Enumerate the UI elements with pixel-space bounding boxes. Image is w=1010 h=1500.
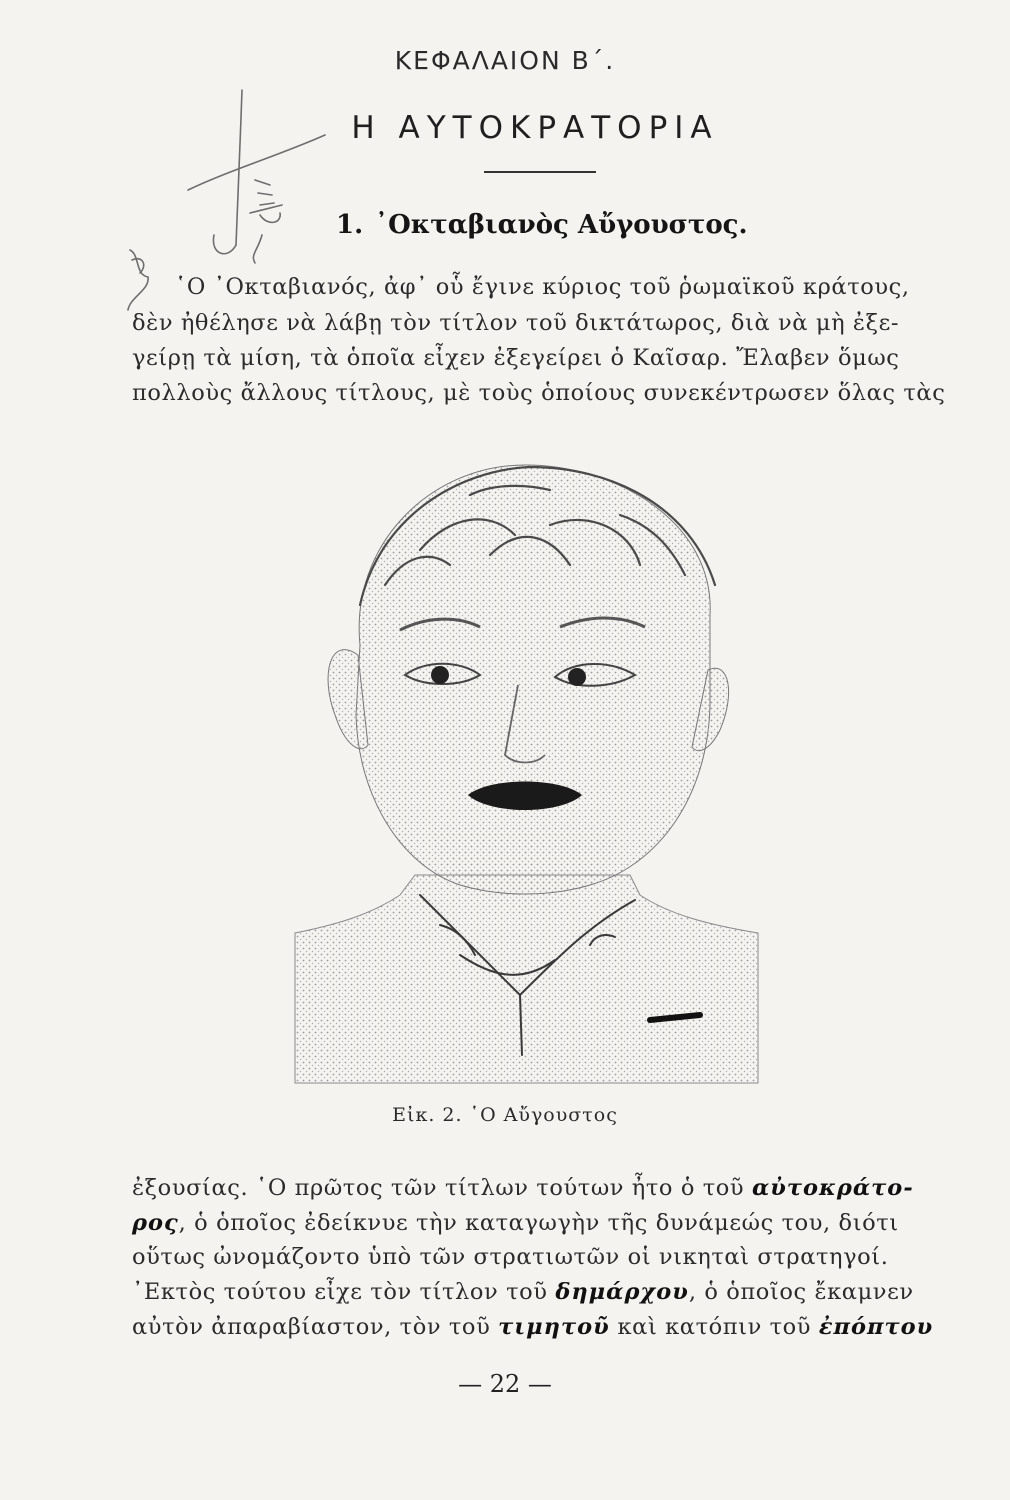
text-line <box>132 1279 962 1305</box>
text-line <box>132 1210 962 1236</box>
section-number: 1. <box>336 210 364 240</box>
text-run: αὐτὸν ἀπαραβίαστον, τὸν τοῦ <box>132 1314 499 1340</box>
text-line: πολλοὺς ἄλλους τίτλους, μὲ τοὺς ὁποίους συνεκέντρωσεν ὅλας τὰς <box>132 380 946 406</box>
text-line: ῾Ο ᾿Οκταβιανός, ἀφ᾿ οὗ ἔγινε κύριος τοῦ ῥωμαϊκοῦ κράτους, <box>175 274 910 300</box>
augustus-portrait-figure <box>290 455 760 1085</box>
chapter-title: Η ΑΥΤΟΚΡΑΤΟΡΙΑ <box>351 110 719 146</box>
page-number: — 22 — <box>458 1370 552 1398</box>
text-run: , ὁ ὁποῖος ἔκαμνεν <box>688 1279 914 1305</box>
emphasis-timitou: τιμητοῦ <box>498 1314 610 1340</box>
text-line: δὲν ἠθέλησε νὰ λάβῃ τὸν τίτλον τοῦ δικτάτωρος, διὰ νὰ μὴ ἐξε- <box>132 310 900 336</box>
emphasis-autokratoros: αὐτοκράτο- <box>751 1175 914 1201</box>
emphasis-autokratoros-end: ρος <box>132 1210 179 1236</box>
emphasis-epoptou: ἐπόπτου <box>818 1314 934 1340</box>
section-title: ᾿Οκταβιανὸς Αὔγουστος. <box>375 210 748 240</box>
figure-caption: Εἰκ. 2. ῾Ο Αὔγουστος <box>392 1104 618 1126</box>
text-run: ἐξουσίας. ῾Ο πρῶτος τῶν τίτλων τούτων ἦτο ὁ τοῦ <box>132 1175 752 1201</box>
text-line <box>132 1175 962 1201</box>
text-line: γείρῃ τὰ μίση, τὰ ὁποῖα εἶχεν ἐξεγείρει ὁ Καῖσαρ. Ἔλαβεν ὅμως <box>132 345 900 371</box>
text-run: ᾿Εκτὸς τούτου εἶχε τὸν τίτλον τοῦ <box>132 1279 556 1305</box>
text-line <box>132 1314 962 1340</box>
text-line: οὕτως ὠνομάζοντο ὑπὸ τῶν στρατιωτῶν οἱ νικηταὶ στρατηγοί. <box>132 1244 889 1270</box>
section-heading <box>336 210 748 240</box>
emphasis-dimarchou: δημάρχου <box>555 1279 689 1305</box>
title-divider <box>484 171 596 173</box>
text-run: καὶ κατόπιν τοῦ <box>609 1314 819 1340</box>
text-run: , ὁ ὁποῖος ἐδείκνυε τὴν καταγωγὴν τῆς δυνάμεώς του, διότι <box>178 1210 899 1236</box>
chapter-heading: ΚΕΦΑΛΑΙΟΝ Β΄. <box>394 46 616 75</box>
